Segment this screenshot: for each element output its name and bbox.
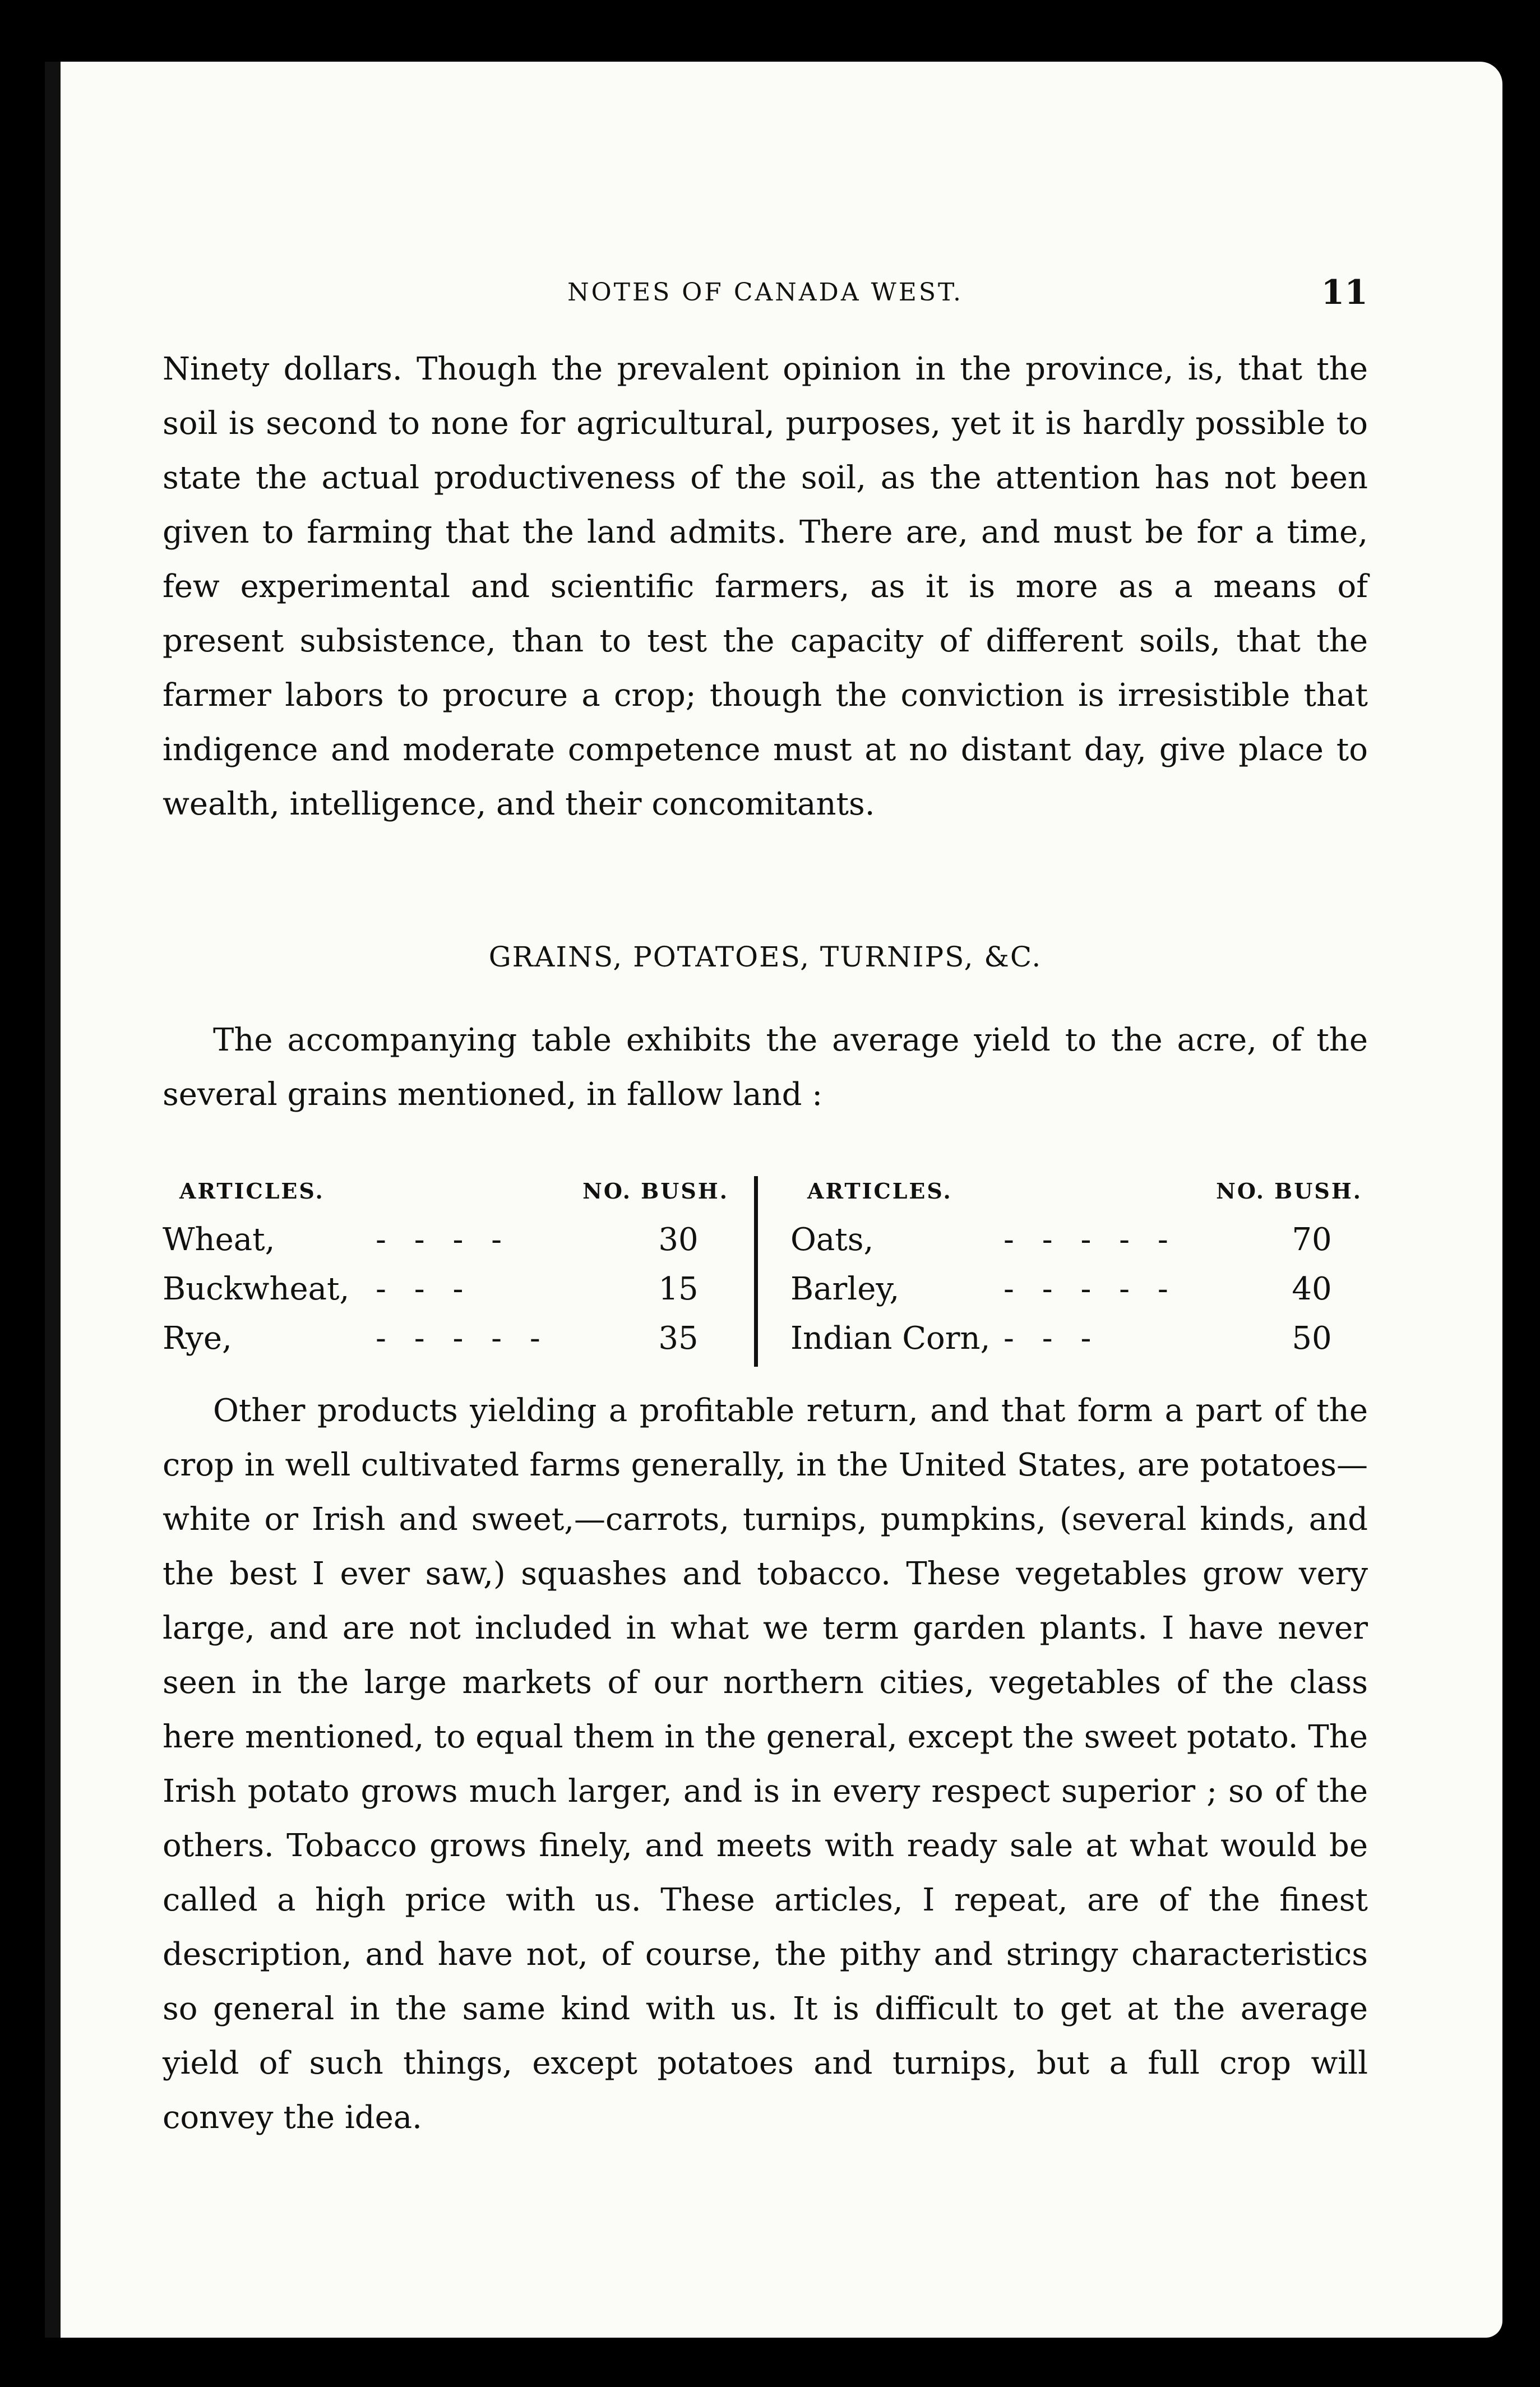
article-name: Rye, bbox=[163, 1320, 232, 1357]
leader-dots: - - - bbox=[1003, 1320, 1100, 1357]
bushel-value: 30 bbox=[658, 1222, 699, 1258]
article-name: Buckwheat, bbox=[163, 1271, 350, 1307]
page-number: 11 bbox=[1321, 273, 1368, 312]
book-page bbox=[45, 62, 1502, 2338]
running-title: NOTES OF CANADA WEST. bbox=[567, 278, 963, 307]
table-divider bbox=[754, 1176, 758, 1367]
paragraph-other-products: Other products yielding a profitable return, and that form a part of the crop in well cultivated farms generally, in the United States, are potatoes—white or Irish and sweet,—carrots, turnips, pumpkins, (several kinds, and the best I ever saw,) squashes and tobacco. These vegetables grow very large, and are not included in what we term garden plants. I have never seen in the large markets of our northern cities, vegetables of the class here mentioned, to equal them in the general, except the sweet potato. The Irish potato grows much larger, and is in every respect superior ; so of the others. Tobacco grows finely, and meets with ready sale at what would be called a high price with us. These articles, I repeat, are of the finest description, and have not, of course, the pithy and stringy characteristics so general in the same kind with us. It is difficult to get at the average yield of such things, except potatoes and turnips, but a full crop will convey the idea. bbox=[163, 1393, 1368, 2136]
table-row bbox=[163, 1314, 734, 1363]
leader-dots: - - - - - bbox=[1003, 1271, 1177, 1307]
table-row bbox=[790, 1314, 1368, 1363]
table-column-right bbox=[790, 1165, 1368, 1363]
table-row bbox=[790, 1265, 1368, 1314]
leader-dots: - - - - - bbox=[1003, 1222, 1177, 1258]
article-name: Indian Corn, bbox=[790, 1320, 991, 1357]
bushel-value: 15 bbox=[658, 1271, 699, 1307]
article-name: Barley, bbox=[790, 1271, 900, 1307]
bushel-value: 40 bbox=[1292, 1271, 1332, 1307]
table-column-left bbox=[163, 1165, 734, 1363]
paragraph-table-intro: The accompanying table exhibits the average yield to the acre, of the several grains mentioned, in fallow land : bbox=[163, 1022, 1368, 1113]
column-header-bushels: NO. BUSH. bbox=[1216, 1178, 1362, 1204]
table-row bbox=[790, 1215, 1368, 1265]
page-spine-shadow bbox=[45, 62, 61, 2338]
table-header-row bbox=[790, 1165, 1368, 1215]
leader-dots: - - - bbox=[376, 1271, 473, 1307]
article-name: Wheat, bbox=[163, 1222, 275, 1258]
section-heading: GRAINS, POTATOES, TURNIPS, &C. bbox=[488, 941, 1042, 973]
bushel-value: 70 bbox=[1292, 1222, 1332, 1258]
table-row bbox=[163, 1265, 734, 1314]
column-header-articles: ARTICLES. bbox=[179, 1178, 325, 1204]
leader-dots: - - - - - bbox=[376, 1320, 549, 1357]
table-row bbox=[163, 1215, 734, 1265]
bushel-value: 35 bbox=[658, 1320, 699, 1357]
leader-dots: - - - - bbox=[376, 1222, 511, 1258]
column-header-articles: ARTICLES. bbox=[807, 1178, 952, 1204]
bushel-value: 50 bbox=[1292, 1320, 1332, 1357]
running-head bbox=[163, 270, 1368, 315]
table-header-row bbox=[163, 1165, 734, 1215]
yield-table bbox=[163, 1165, 1368, 1384]
paragraph-intro: Ninety dollars. Though the prevalent opinion in the province, is, that the soil is second to none for agricultural, purposes, yet it is hardly possible to state the actual productiveness of the soil, as the attention has not been given to farming that the land admits. There are, and must be for a time, few experimental and scientific farmers, as it is more as a means of present subsistence, than to test the capacity of different soils, that the farmer labors to procure a crop; though the conviction is irresistible that indigence and moderate competence must at no distant day, give place to wealth, intelligence, and their concomitants. bbox=[163, 351, 1368, 822]
article-name: Oats, bbox=[790, 1222, 874, 1258]
column-header-bushels: NO. BUSH. bbox=[582, 1178, 729, 1204]
